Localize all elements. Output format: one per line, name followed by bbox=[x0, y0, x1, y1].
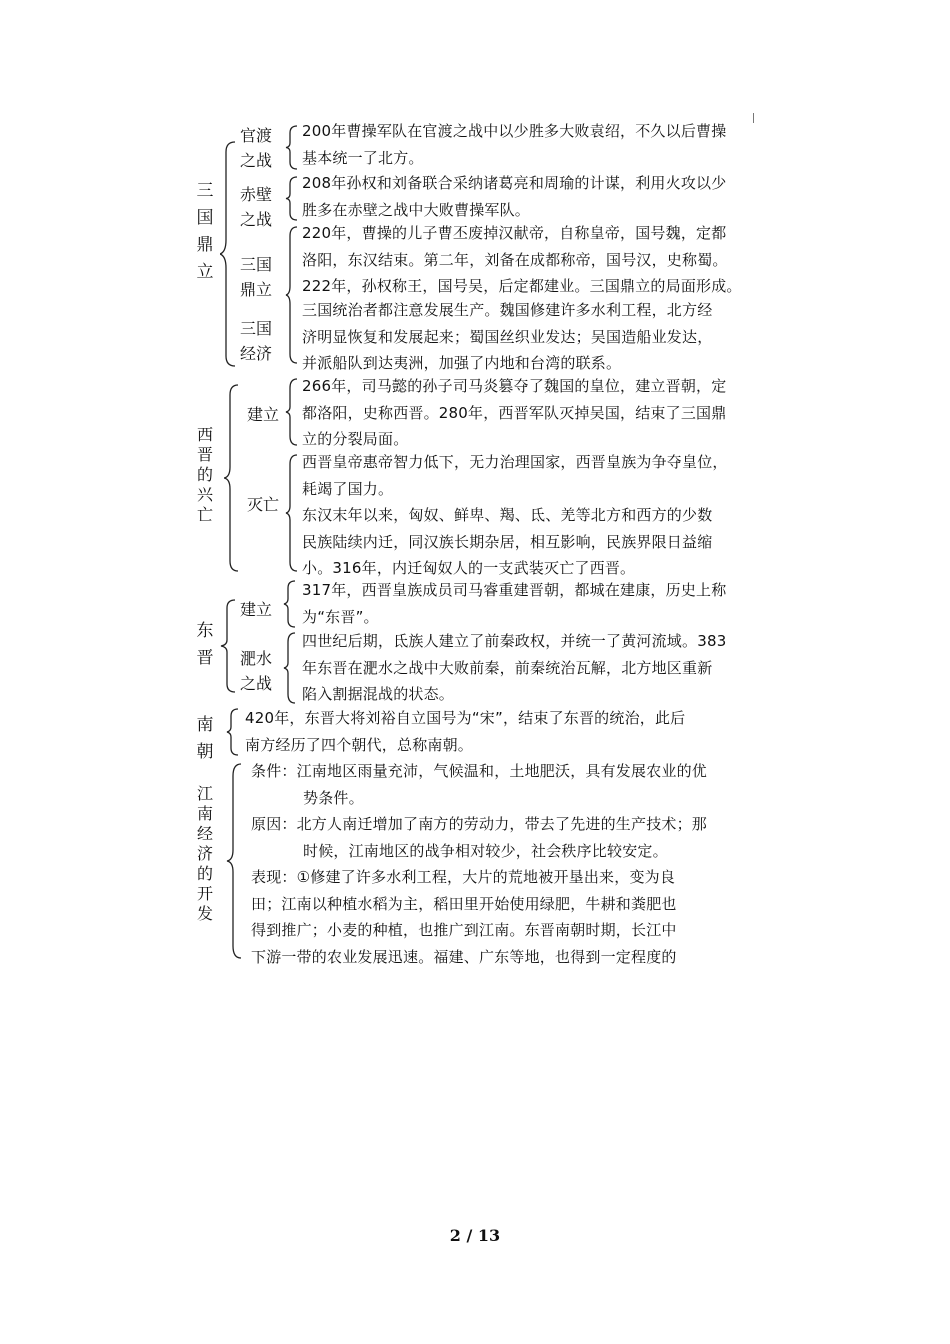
subtopic-sanguo-dingli: 三国鼎立 bbox=[239, 255, 272, 299]
subtopic-chibi: 赤壁之战 bbox=[239, 185, 272, 229]
text-dongjin-jianli: 317年，西晋皇族成员司马睿重建晋朝，都城在建康，历史上称 为“东晋”。 bbox=[302, 581, 727, 626]
text-xijin-miewang: 西晋皇帝惠帝智力低下，无力治理国家，西晋皇族为争夺皇位， 耗竭了国力。 东汉末年以来，匈奴、鲜卑、羯、氐、羌等北方和西方的少数 民族陆续内迁，同汉族长期杂居，相互影响，民族界限日益缩 小。316年，内迁匈奴人的一支武装灭亡了西晋。 bbox=[302, 453, 728, 577]
section-title-three-kingdoms: 三 国 鼎 立 bbox=[196, 181, 214, 282]
text-jiangnan: 条件：江南地区雨量充沛，气候温和，土地肥沃，具有发展农业的优 势条件。 原因：北方人南迁增加了南方的劳动力，带去了先进的生产技术；那 时候，江南地区的战争相对较少，社会秩序比较安定。 表现：①修建了许多水利工程，大片的荒地被开垦出来，变为良 田；江南以种植水稻为主，稻田里开始使用绿肥，牛耕和粪肥也 得到推广；小麦的种植，也推广到江南。东晋南朝时期，长江中 下游一带的农业发展迅速。福建、广东等地，也得到一定程度的 bbox=[251, 758, 707, 970]
jiangnan-reasons-line: 原因：北方人南迁增加了南方的劳动力，带去了先进的生产技术；那 bbox=[251, 815, 708, 833]
text-chibi: 208年孙权和刘备联合采纳诸葛亮和周瑜的计谋，利用火攻以少 胜多在赤壁之战中大败曹操军队。 bbox=[302, 174, 727, 219]
text-feishui: 四世纪后期，氐族人建立了前秦政权，并统一了黄河流域。383 年东晋在淝水之战中大败前秦，前秦统治瓦解，北方地区重新 陷入割据混战的状态。 bbox=[302, 632, 727, 703]
subtopic-feishui: 淝水之战 bbox=[239, 649, 272, 693]
section-title-southern-dynasties: 南 朝 bbox=[196, 715, 214, 762]
text-southern-dynasties: 420年，东晋大将刘裕自立国号为“宋”，结束了东晋的统治，此后 南方经历了四个朝代，总称南朝。 bbox=[245, 709, 686, 754]
subtopic-xijin-miewang: 灭亡 bbox=[246, 495, 279, 514]
page-corner-mark bbox=[753, 113, 754, 123]
brace-xijin-miewang bbox=[285, 454, 299, 572]
subtopic-sanguo-jingji: 三国经济 bbox=[239, 319, 272, 363]
text-xijin-jianli: 266年，司马懿的孙子司马炎篡夺了魏国的皇位，建立晋朝，定 都洛阳，史称西晋。280年，西晋军队灭掉吴国，结束了三国鼎 立的分裂局面。 bbox=[302, 377, 727, 448]
section-title-jiangnan: 江 南 经 济 的 开 发 bbox=[196, 784, 213, 923]
brace-xijin-jianli bbox=[285, 378, 299, 446]
section-brace-three-kingdoms bbox=[220, 140, 238, 368]
section-brace-western-jin bbox=[224, 383, 240, 573]
brace-sanguo bbox=[285, 226, 299, 364]
subtopic-dongjin-jianli: 建立 bbox=[239, 600, 272, 619]
section-brace-southern-dynasties bbox=[226, 708, 240, 756]
page-number: 2 / 13 bbox=[449, 1226, 501, 1245]
jiangnan-conditions-line: 条件：江南地区雨量充沛，气候温和，土地肥沃，具有发展农业的优 bbox=[251, 762, 708, 780]
section-brace-jiangnan bbox=[226, 762, 244, 960]
text-sanguo-jingji: 三国统治者都注意发展生产。魏国修建许多水利工程，北方经 济明显恢复和发展起来；蜀国丝织业发达；吴国造船业发达， 并派船队到达夷洲，加强了内地和台湾的联系。 bbox=[302, 301, 713, 372]
text-guandu: 200年曹操军队在官渡之战中以少胜多大败袁绍，不久以后曹操 基本统一了北方。 bbox=[302, 122, 727, 167]
jiangnan-performance-line: 表现：①修建了许多水利工程，大片的荒地被开垦出来，变为良 bbox=[251, 868, 676, 886]
text-sanguo-dingli: 220年，曹操的儿子曹丕废掉汉献帝，自称皇帝，国号魏，定都 洛阳，东汉结束。第二年，刘备在成都称帝，国号汉，史称蜀。 222年，孙权称王，国号吴，后定都建业。三国鼎立的局面形成。 bbox=[302, 224, 742, 295]
subtopic-xijin-jianli: 建立 bbox=[246, 405, 279, 424]
brace-chibi bbox=[285, 176, 299, 221]
brace-guandu bbox=[285, 125, 299, 170]
brace-dongjin-jianli bbox=[283, 580, 297, 628]
brace-feishui bbox=[283, 632, 297, 704]
subtopic-guandu: 官渡之战 bbox=[239, 126, 272, 170]
section-title-eastern-jin: 东 晋 bbox=[196, 621, 214, 668]
section-title-western-jin: 西 晋 的 兴 亡 bbox=[196, 425, 213, 524]
